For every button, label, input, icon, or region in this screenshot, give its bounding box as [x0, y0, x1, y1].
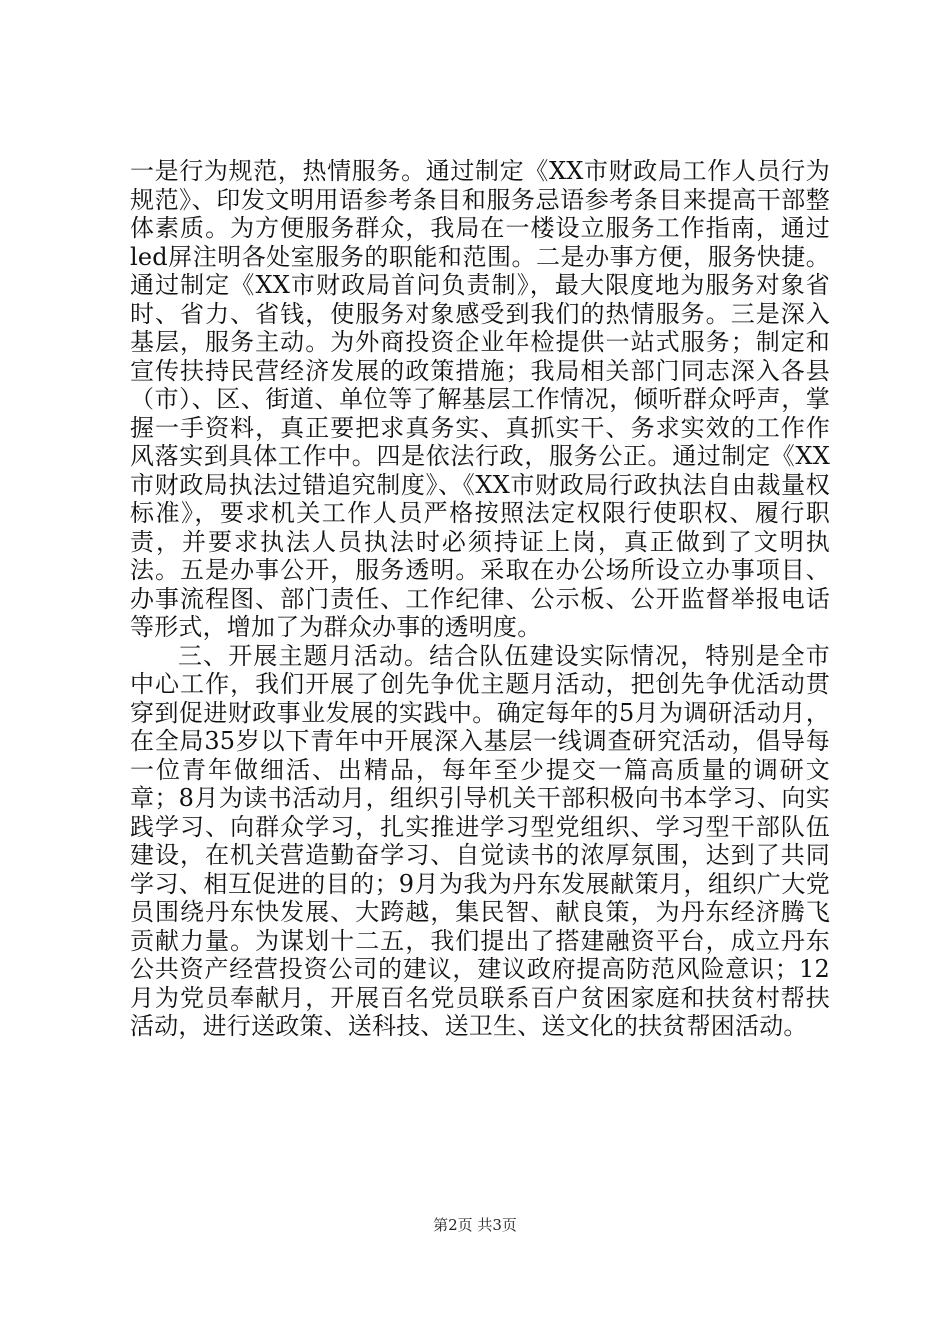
page-number-footer: 第2页 共3页 — [433, 1216, 517, 1234]
paragraph-service-measures: 一是行为规范，热情服务。通过制定《XX市财政局工作人员行为规范》、印发文明用语参考条目和服务忌语参考条目来提高干部整体素质。为方便服务群众，我局在一楼设立服务工作指南，通过led屏注明各处室服务的职能和范围。二是办事方便，服务快捷。通过制定《XX市财政局首问负责制》，最大限度地为服务对象省时、省力、省钱，使服务对象感受到我们的热情服务。三是深入基层，服务主动。为外商投资企业年检提供一站式服务；制定和宣传扶持民营经济发展的政策措施；我局相关部门同志深入各县（市）、区、街道、单位等了解基层工作情况，倾听群众呼声，掌握一手资料，真正要把求真务实、真抓实干、务求实效的工作作风落实到具体工作中。四是依法行政，服务公正。通过制定《XX市财政局执法过错追究制度》、《XX市财政局行政执法自由裁量权标准》，要求机关工作人员严格按照法定权限行使职权、履行职责，并要求执法人员执法时必须持证上岗，真正做到了文明执法。五是办事公开，服务透明。采取在办公场所设立办事项目、办事流程图、部门责任、工作纪律、公示板、公开监督举报电话等形式，增加了为群众办事的透明度。 — [130, 157, 830, 641]
paragraph-theme-month-activities: 三、开展主题月活动。结合队伍建设实际情况，特别是全市中心工作，我们开展了创先争优主题月活动，把创先争优活动贯穿到促进财政事业发展的实践中。确定每年的5月为调研活动月，在全局35岁以下青年中开展深入基层一线调查研究活动，倡导每一位青年做细活、出精品，每年至少提交一篇高质量的调研文章；8月为读书活动月，组织引导机关干部积极向书本学习、向实践学习、向群众学习，扎实推进学习型党组织、学习型干部队伍建设，在机关营造勤奋学习、自觉读书的浓厚氛围，达到了共同学习、相互促进的目的；9月为我为丹东发展献策月，组织广大党员围绕丹东快发展、大跨越，集民智、献良策，为丹东经济腾飞贡献力量。为谋划十二五，我们提出了搭建融资平台，成立丹东公共资产经营投资公司的建议，建议政府提高防范风险意识；12月为党员奉献月，开展百名党员联系百户贫困家庭和扶贫村帮扶活动，进行送政策、送科技、送卫生、送文化的扶贫帮困活动。 — [130, 641, 830, 1040]
document-body — [130, 157, 830, 1041]
